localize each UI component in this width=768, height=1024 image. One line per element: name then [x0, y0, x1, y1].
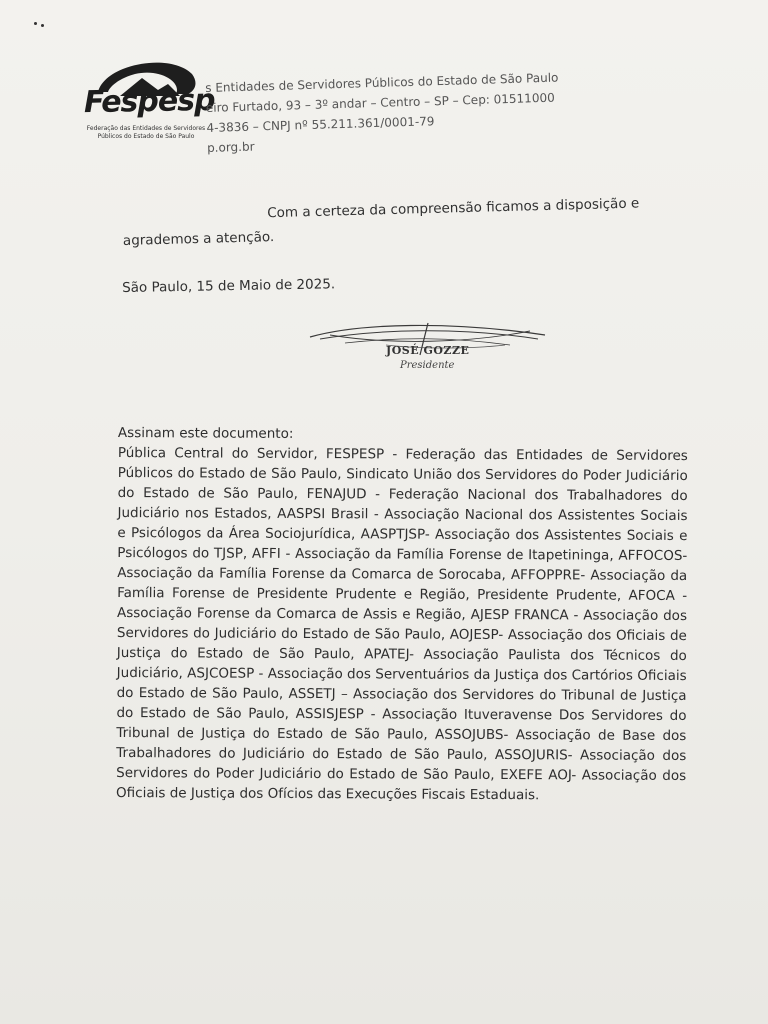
letterhead-line: s Entidades de Servidores Públicos do Estado de São Paulo	[205, 70, 559, 95]
letterhead-line: eiro Furtado, 93 – 3º andar – Centro – SP – Cep: 01511000	[205, 90, 555, 115]
letterhead-line: 4-3836 – CNPJ nº 55.211.361/0001-79	[206, 114, 435, 135]
signers-list: Pública Central do Servidor, FESPESP - Federação das Entidades de Servidores Públicos do Estado de São Paulo, Sindicato União dos Servidores do Poder Judiciário do Estado de São Paulo, FENAJUD - Federação Nacional dos Trabalhadores do Judiciário nos Estados, AASPSI Brasil - Associação Nacional dos Assistentes Sociais e Psicólogos da Área Sociojurídica, AASPTJSP- Associação dos Assistentes Sociais e Psicólogos do TJSP, AFFI - Associação da Família Forense de Itapetininga, AFFOCOS- Associação da Família Forense da Comarca de Sorocaba, AFFOPPRE- Associação da Família Forense de Presidente Prudente e Região, Presidente Prudente, AFOCA - Associação Forense da Comarca de Assis e Região, AJESP FRANCA - Associação dos Servidores do Judiciário do Estado de São Paulo, AOJESP- Associação dos Oficiais de Justiça do Estado de São Paulo, APATEJ- Associação Paulista dos Técnicos do Judiciário, ASJCOESP - Associação dos Serventuários da Justiça dos Cartórios Oficiais do Estado de São Paulo, ASSETJ – Associação dos Servidores do Tribunal de Justiça do Estado de São Paulo, ASSISJESP - Associação Ituveravense Dos Servidores do Tribunal de Justiça do Estado de São Paulo, ASSOJUBS- Associação de Base dos Trabalhadores do Judiciário do Estado de São Paulo, ASSOJURIS- Associação dos Servidores do Poder Judiciário do Estado de São Paulo, EXEFE AOJ- Associação dos Oficiais de Justiça dos Ofícios das Execuções Fiscais Estaduais.	[116, 444, 688, 804]
closing-paragraph	[122, 190, 693, 253]
signers-section	[116, 423, 688, 806]
scan-specks	[34, 22, 46, 28]
signers-heading: Assinam este documento:	[117, 424, 294, 442]
letterhead-address	[205, 68, 560, 158]
signatory-role: Presidente	[400, 360, 455, 371]
logo-wordmark: Fespesp	[83, 82, 215, 121]
closing-line: Com a certeza da compreensão ficamos a disposição e	[267, 195, 640, 222]
letterhead-line: p.org.br	[206, 139, 255, 155]
signatory-name: JOSÉ GOZZE	[386, 344, 470, 357]
logo-subtitle: Federação das Entidades de Servidores Públicos do Estado de São Paulo	[86, 125, 206, 140]
closing-line: agrademos a atenção.	[122, 229, 275, 249]
document-date: São Paulo, 15 de Maio de 2025.	[122, 276, 336, 296]
